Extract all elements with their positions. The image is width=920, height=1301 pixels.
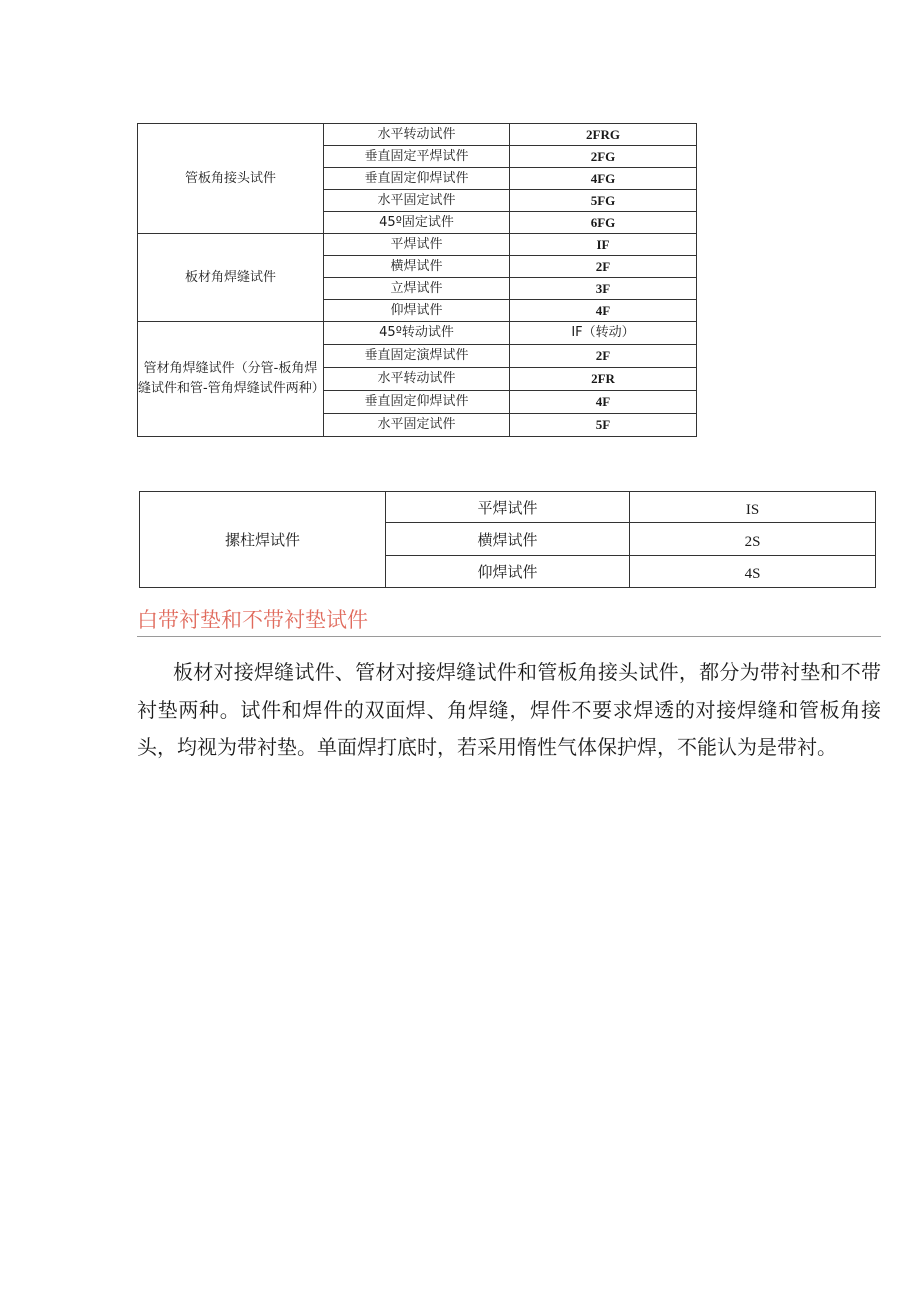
- stud-weld-table: [139, 491, 876, 588]
- test-name-cell: 横焊试件: [324, 256, 510, 278]
- test-name-cell: 垂直固定平焊试件: [324, 146, 510, 168]
- position-code-cell: IS: [630, 492, 876, 523]
- test-name-cell: 垂直固定仰焊试件: [324, 168, 510, 190]
- position-code-cell: IF（转动）: [510, 322, 697, 345]
- position-code-cell: 2F: [510, 256, 697, 278]
- position-code-cell: IF: [510, 234, 697, 256]
- position-code-cell: 2FG: [510, 146, 697, 168]
- position-code-cell: 4FG: [510, 168, 697, 190]
- table-row: [140, 492, 876, 523]
- test-name-cell: 平焊试件: [386, 492, 630, 523]
- table-row: [138, 234, 697, 256]
- group-name-cell: 管材角焊缝试件（分管-板角焊缝试件和管-管角焊缝试件两种）: [138, 322, 324, 437]
- test-name-cell: 水平转动试件: [324, 368, 510, 391]
- position-code-cell: 4S: [630, 556, 876, 588]
- position-code-cell: 2S: [630, 523, 876, 556]
- test-name-cell: 45º固定试件: [324, 212, 510, 234]
- body-paragraph: 板材对接焊缝试件、管材对接焊缝试件和管板角接头试件，都分为带衬垫和不带衬垫两种。试件和焊件的双面焊、角焊缝，焊件不要求焊透的对接焊缝和管板角接头，均视为带衬垫。单面焊打底时，若采用惰性气体保护焊，不能认为是带衬。: [137, 660, 881, 759]
- position-code-cell: 2FR: [510, 368, 697, 391]
- test-name-cell: 水平固定试件: [324, 190, 510, 212]
- group-name-cell: 板材角焊缝试件: [138, 234, 324, 322]
- welding-position-table: [137, 123, 697, 437]
- table-row: [138, 322, 697, 345]
- group-name-cell: 管板角接头试件: [138, 124, 324, 234]
- position-code-cell: 2F: [510, 345, 697, 368]
- test-name-cell: 垂直固定演焊试件: [324, 345, 510, 368]
- test-name-cell: 45º转动试件: [324, 322, 510, 345]
- section-heading: 白带衬垫和不带衬垫试件: [137, 606, 881, 637]
- position-code-cell: 5F: [510, 414, 697, 437]
- position-code-cell: 3F: [510, 278, 697, 300]
- test-name-cell: 水平固定试件: [324, 414, 510, 437]
- test-name-cell: 横焊试件: [386, 523, 630, 556]
- test-name-cell: 仰焊试件: [386, 556, 630, 588]
- table-row: [138, 124, 697, 146]
- position-code-cell: 6FG: [510, 212, 697, 234]
- test-name-cell: 仰焊试件: [324, 300, 510, 322]
- group-name-cell: 摞柱焊试件: [140, 492, 386, 588]
- position-code-cell: 4F: [510, 300, 697, 322]
- test-name-cell: 立焊试件: [324, 278, 510, 300]
- position-code-cell: 5FG: [510, 190, 697, 212]
- test-name-cell: 水平转动试件: [324, 124, 510, 146]
- position-code-cell: 2FRG: [510, 124, 697, 146]
- test-name-cell: 垂直固定仰焊试件: [324, 391, 510, 414]
- position-code-cell: 4F: [510, 391, 697, 414]
- test-name-cell: 平焊试件: [324, 234, 510, 256]
